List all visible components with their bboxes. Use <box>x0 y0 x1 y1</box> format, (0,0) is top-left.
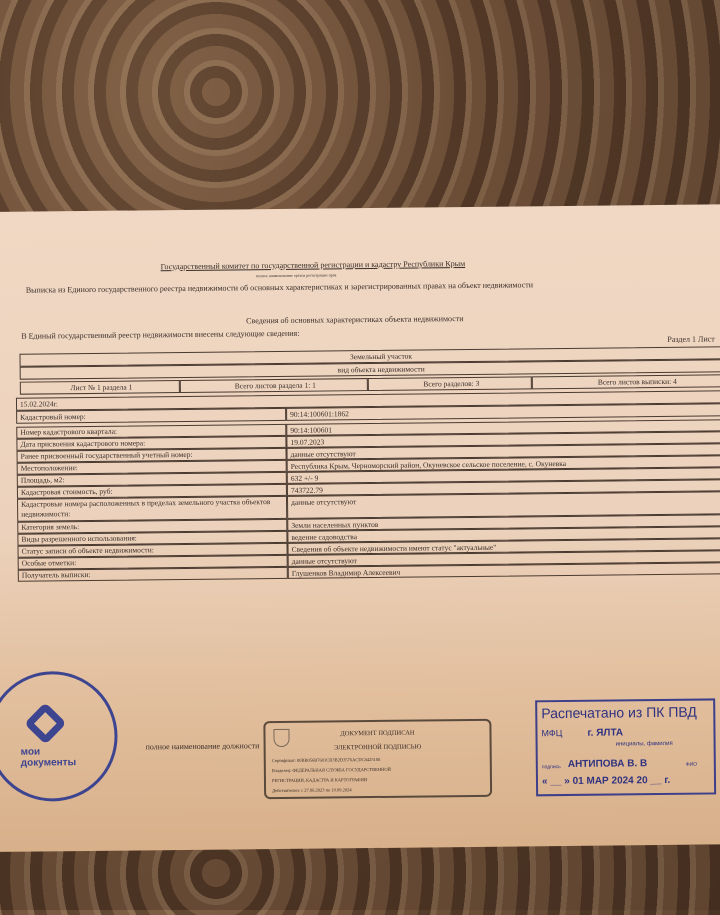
sheet-number: Лист № 1 раздела 1 <box>20 380 180 395</box>
authority-caption: полное наименование органа регистрации прав <box>255 272 337 279</box>
row-value: ведение садоводства <box>287 526 720 543</box>
position-caption: полное наименование должности <box>145 741 260 752</box>
seal-logo-text: мои документы <box>20 746 77 769</box>
row-label: Номер кадастрового квартала: <box>16 424 286 439</box>
row-label: Местоположение: <box>17 460 287 475</box>
sections-total: Всего разделов: 3 <box>368 376 532 391</box>
row-value: данные отсутствуют <box>286 443 720 460</box>
row-value: 743722.79 <box>287 479 720 496</box>
section-label: Раздел 1 Лист <box>667 334 715 344</box>
row-value: 632 +/- 9 <box>287 467 720 484</box>
esign-owner-2: РЕГИСТРАЦИИ, КАДАСТРА И КАРТОГРАФИИ <box>271 777 368 784</box>
background-fabric <box>0 0 720 230</box>
esign-owner: Владелец: ФЕДЕРАЛЬНАЯ СЛУЖБА ГОСУДАРСТВЕННОЙ <box>271 766 391 774</box>
row-label: Особые отметки: <box>18 555 288 570</box>
section-title: Сведения об основных характеристиках объекта недвижимости <box>246 314 464 326</box>
row-label: Кадастровые номера расположенных в пределах земельного участка объектов недвижимости: <box>17 496 287 522</box>
row-value: данные отсутствуют <box>287 491 720 519</box>
background-fabric <box>0 845 720 915</box>
stamp-name: АНТИПОВА В. В <box>567 758 648 770</box>
row-label: Статус записи об объекте недвижимости: <box>17 543 287 558</box>
object-type-caption: вид объекта недвижимости <box>20 359 720 380</box>
stamp-initials-caption: инициалы, фамилия <box>615 740 673 748</box>
document-title: Выписка из Единого государственного реестра недвижимости об основных характеристиках и зарегистрированных правах на объект недвижимости <box>25 280 534 295</box>
print-stamp <box>535 698 716 796</box>
object-type: Земельный участок <box>19 346 720 367</box>
esign-certificate: Сертификат: 00BB056B7601CB3B2D3576ACDC8425108 <box>271 756 381 764</box>
stamp-fio: ФИО <box>685 761 698 768</box>
esign-line2: ЭЛЕКТРОННОЙ ПОДПИСЬЮ <box>334 743 422 752</box>
row-value: Земли населенных пунктов <box>287 514 720 531</box>
emblem-icon <box>273 729 289 747</box>
extract-date: 15.02.2024г. <box>16 390 720 411</box>
intro-text: В Единый государственный реестр недвижимости внесены следующие сведения: <box>21 328 300 341</box>
row-label: Ранее присвоенный государственный учетный номер: <box>17 448 287 463</box>
sheets-in-section: Всего листов раздела 1: 1 <box>180 378 368 393</box>
row-label: Площадь, м2: <box>17 472 287 487</box>
mfc-seal <box>0 671 118 802</box>
electronic-signature-stamp <box>263 719 492 799</box>
row-label: Дата присвоения кадастрового номера: <box>16 436 286 451</box>
row-label: Получатель выписки: <box>18 567 288 582</box>
row-label: Категория земель: <box>17 519 287 534</box>
row-value: Республика Крым, Черноморский район, Окуневское сельское поселение, с. Окуневка <box>287 455 720 472</box>
seal-logo-icon <box>24 702 66 744</box>
cadastral-value: 90:14:100601:1862 <box>286 403 720 421</box>
esign-line1: ДОКУМЕНТ ПОДПИСАН <box>340 729 415 738</box>
authority-name: Государственный комитет по государственной регистрации и кадастру Республики Крым <box>160 259 466 272</box>
row-value: Сведения об объекте недвижимости имеют статус "актуальные" <box>287 538 720 555</box>
row-value: данные отсутствуют <box>288 550 720 567</box>
row-label: Кадастровая стоимость, руб: <box>17 484 287 499</box>
stamp-city: г. ЯЛТА <box>587 727 624 739</box>
stamp-date: « __ » 01 МАР 2024 20 __ г. <box>541 774 671 788</box>
row-label: Виды разрешенного использования: <box>17 531 287 546</box>
row-value: 90:14:100601 <box>286 419 720 436</box>
cadastral-label: Кадастровый номер: <box>16 408 286 424</box>
esign-validity: Действителен: с 27.06.2023 по 19.09.2024 <box>272 787 352 794</box>
row-value: Глушенков Владимир Алексеевич <box>288 562 720 579</box>
document-sheet <box>0 204 720 852</box>
stamp-mfc: МФЦ <box>541 728 563 739</box>
sheets-total: Всего листов выписки: 4 <box>532 374 720 389</box>
stamp-title: Распечатано из ПК ПВД <box>541 703 697 722</box>
row-value: 19.07.2023 <box>286 431 720 448</box>
stamp-sign-caption: подпись <box>541 764 561 771</box>
